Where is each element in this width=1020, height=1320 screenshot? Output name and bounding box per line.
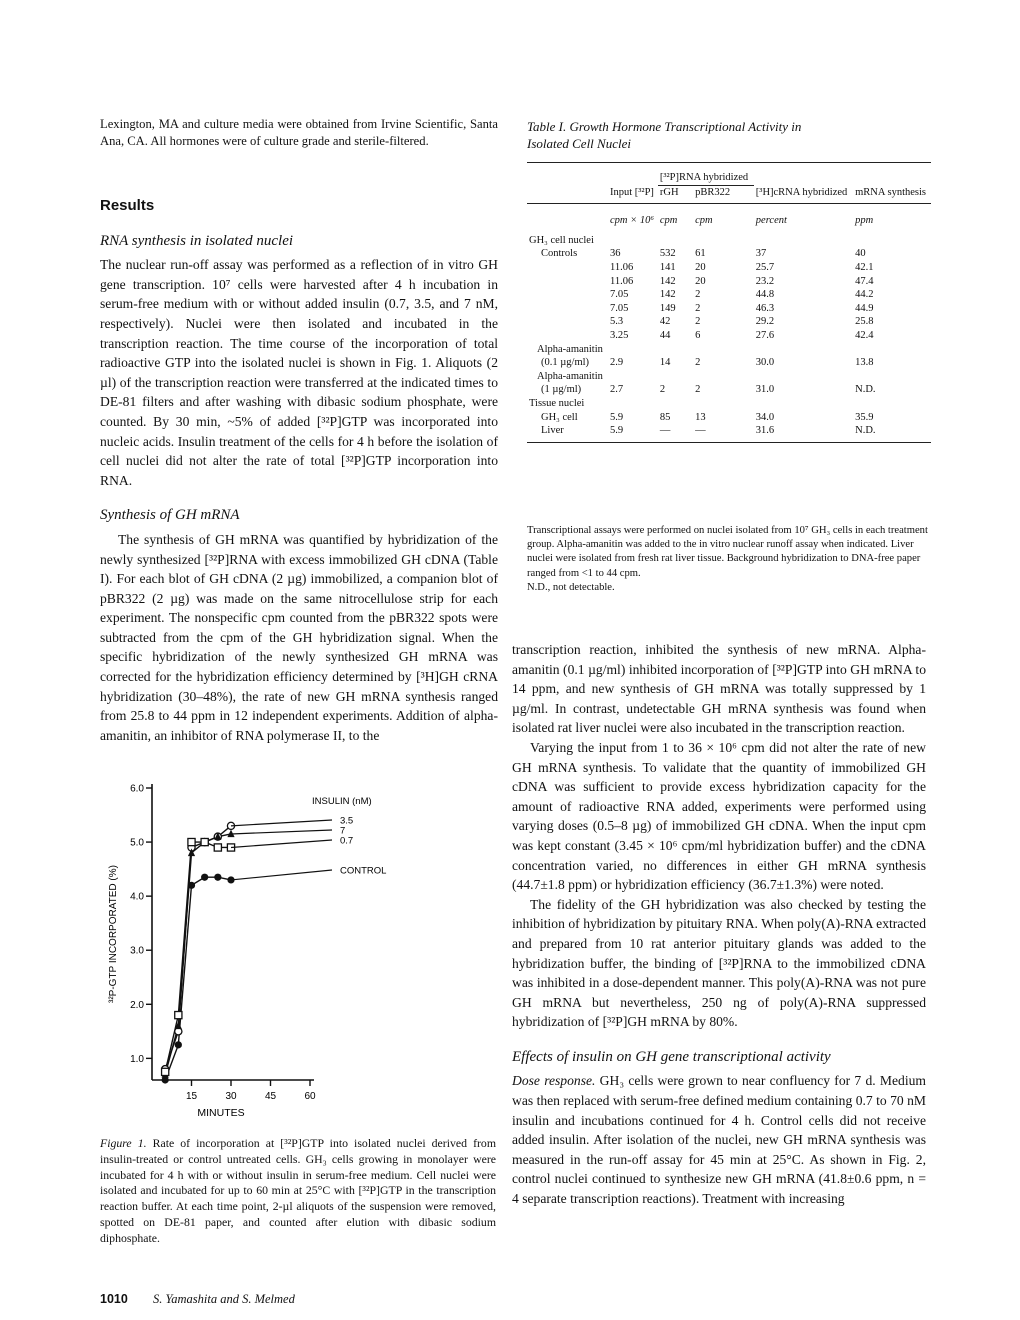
- table-cell: 46.3: [755, 302, 775, 314]
- y-tick-label: 2.0: [130, 999, 144, 1011]
- data-point: [214, 874, 221, 881]
- table-cell: [693, 234, 754, 248]
- figure-1-chart: [100, 760, 400, 1130]
- x-tick-label: 15: [185, 1091, 198, 1102]
- y-tick-label: 4.0: [130, 891, 144, 903]
- table-row: [527, 383, 931, 397]
- table-cell: 44.8: [755, 289, 775, 301]
- table-cell: 2: [659, 384, 666, 396]
- table-cell: [754, 343, 853, 357]
- y-tick-label: 1.0: [130, 1053, 144, 1065]
- table-cell: Controls: [541, 248, 578, 260]
- table-row: [527, 288, 931, 302]
- table-cell: 25.7: [755, 261, 775, 273]
- legend-title: INSULIN (nM): [312, 796, 372, 807]
- column-unit: cpm × 10⁶: [610, 215, 654, 227]
- table-cell: 42: [659, 316, 671, 328]
- table-row: [527, 302, 931, 316]
- table-cell: 20: [695, 275, 706, 287]
- table-cell: 5.3: [610, 316, 624, 328]
- table-row: [527, 397, 931, 411]
- table-row: [527, 247, 931, 261]
- table-cell: [853, 234, 931, 248]
- table-footnote: Transcriptional assays were performed on nuclei isolated from 10⁷ GH₃ cells in each treatment group. Alpha-amanitin was added to the in vitro nuclear runoff assay when indicated. Liver nuclei were isolated from fresh rat liver tissue. Background hybridization to DNA-free paper ranged from <1 to 44 cpm.: [527, 525, 928, 579]
- table-cell: [754, 397, 853, 411]
- table-cell: [527, 302, 608, 316]
- running-authors: S. Yamashita and S. Melmed: [152, 1292, 295, 1306]
- table-cell: [608, 343, 658, 357]
- table-cell: N.D.: [855, 384, 876, 396]
- table-cell: [853, 370, 931, 384]
- paragraph: GH₃ cells were grown to near confluency for 7 d. Medium was then replaced with serum-free defined medium containing 0.7 to 70 nM insulin and incubations continued for 4 h. Control cells did not receive added insulin. After isolation of the nuclei, new GH mRNA synthesis was measured in the run-off assay for 45 min at 25°C. As shown in Fig. 2, control nuclei continued to synthesize new GH mRNA (41.8±0.6 ppm, n = 4 separate transcription reactions). Treatment with increasing: [512, 1073, 926, 1207]
- legend-label: CONTROL: [340, 865, 387, 877]
- table-cell: 44: [659, 329, 671, 341]
- column-unit: ppm: [855, 215, 874, 227]
- data-point: [175, 1012, 182, 1019]
- table-row: [527, 411, 931, 425]
- table-cell: [754, 234, 853, 248]
- table-cell: 532: [659, 248, 676, 260]
- table-row: [527, 275, 931, 289]
- table-row: [527, 315, 931, 329]
- table-cell: 7.05: [610, 289, 629, 301]
- table-cell: [693, 397, 754, 411]
- line-chart: [100, 760, 400, 1130]
- column-header: pBR322: [693, 185, 754, 204]
- table-cell: 149: [659, 302, 676, 314]
- table-cell: 14: [659, 357, 671, 369]
- x-axis-label: MINUTES: [197, 1107, 245, 1119]
- table-cell: 7.05: [610, 302, 629, 314]
- table-cell: 42.4: [855, 329, 874, 341]
- table-cell: 23.2: [755, 275, 775, 287]
- series-line: [165, 877, 231, 1080]
- table-cell: GH₃ cell: [541, 411, 578, 423]
- paragraph: The synthesis of GH mRNA was quantified by hybridization of the newly synthesized [³²P]RNA with excess immobilized GH cDNA (Table I). For each blot of GH cDNA (2 µg) immobilized, a companion blot of pBR322 (2 µg) was made on the same nitrocellulose strip for each experiment. The nonspecific cpm counted from the pBR322 spots were subtracted from the cpm of the GH hybridization signal. When the specific hybridization of the newly synthesized GH mRNA was corrected for the hybridization efficiency determined by [³H]GH cRNA hybridization (30–48%), the rate of new GH mRNA synthesis ranged from 25.8 to 44 ppm in 12 independent experiments. Addition of alpha-amanitin, an inhibitor of RNA polymerase II, to the: [100, 531, 498, 743]
- series-line: [165, 834, 231, 1075]
- column-header: mRNA synthesis: [853, 185, 931, 204]
- table-cell: GH₃ cell nuclei: [529, 234, 594, 246]
- table-cell: [754, 370, 853, 384]
- table-cell: 11.06: [610, 261, 634, 273]
- table-cell: 44.9: [855, 302, 874, 314]
- table-row: [527, 329, 931, 343]
- column-unit: cpm: [659, 215, 678, 227]
- table-cell: [527, 329, 608, 343]
- paragraph: The nuclear run-off assay was performed as a reflection of in vitro GH gene transcription. 10⁷ cells were harvested after 4 h incubation in serum-free medium with or without added insulin (0.7, 3.5, and 7 nM, respectively). Nuclei were then isolated and incubated in the transcription reaction. The time course of the incorporation of total radioactive GTP into the isolated nuclei is shown in Fig. 1. Aliquots (2 µl) of the transcription reaction were transferred at the indicated times to DE-81 filters and after washing with dibasic sodium phosphate, were counted. By 30 min, ~5% of added [³²P]GTP was incorporated into nucleic acids. Insulin treatment of the cells for 4 h before the isolation of cell nuclei did not alter the rate of total [³²P]GTP incorporation into RNA.: [100, 257, 498, 488]
- data-point: [188, 838, 195, 845]
- table-cell: [527, 275, 608, 289]
- legend-label: 3.5: [340, 815, 354, 827]
- legend-leader: [231, 840, 332, 847]
- run-in-heading: Dose response.: [512, 1073, 596, 1089]
- table-cell: [658, 343, 693, 357]
- table-cell: 30.0: [755, 357, 775, 369]
- table-cell: 29.2: [755, 316, 775, 328]
- table-footnote-nd: N.D., not detectable.: [527, 581, 615, 593]
- table-cell: [608, 397, 658, 411]
- table-cell: 6: [695, 329, 701, 341]
- column-header: Input [³²P]: [608, 185, 658, 204]
- data-point: [162, 1068, 169, 1075]
- results-heading: Results: [100, 197, 155, 214]
- table-cell: [853, 397, 931, 411]
- legend-label: 0.7: [340, 835, 354, 847]
- table-footnotes: [527, 524, 931, 595]
- table-cell: 141: [659, 261, 676, 273]
- table-cell: 40: [855, 248, 866, 260]
- table-row: [527, 370, 931, 384]
- table-cell: 142: [659, 289, 676, 301]
- table-cell: 2.9: [610, 357, 624, 369]
- column-unit: cpm: [695, 215, 713, 227]
- table-row: [527, 343, 931, 357]
- table-cell: 2.7: [610, 384, 624, 396]
- table-cell: 31.0: [755, 384, 775, 396]
- page-number: 1010: [100, 1292, 128, 1306]
- table-cell: [658, 370, 693, 384]
- table-cell: 37: [755, 248, 767, 260]
- table-cell: 13: [695, 411, 706, 423]
- data-point: [188, 882, 195, 889]
- table-cell: —: [658, 424, 693, 442]
- paragraph: transcription reaction, inhibited the synthesis of new mRNA. Alpha-amanitin (0.1 µg/ml) inhibited incorporation of [³²P]GTP into GH mRNA to 14 ppm, and new synthesis of GH mRNA was totally suppressed by 1 µg/ml. In contrast, undetectable GH mRNA synthesis was found when isolated rat liver nuclei were also incubated in the transcription reaction.: [512, 642, 926, 736]
- table-cell: 142: [659, 275, 676, 287]
- table-cell: [608, 370, 658, 384]
- table-cell: [608, 234, 658, 248]
- table-cell: 5.9: [610, 411, 624, 423]
- table-row: [527, 261, 931, 275]
- figure-caption-label: Figure 1.: [100, 1136, 147, 1150]
- group-header: [³²P]RNA hybridized: [658, 163, 754, 186]
- paragraph: Varying the input from 1 to 36 × 10⁶ cpm did not alter the rate of new GH mRNA synthesis. To validate that the quantity of immobilized GH cDNA was sufficient to provide excess hybridization capacity for the amount of radioactive RNA added, experiments were performed using varying doses (0.5–8 µg) of immobilized GH cDNA. When the input cpm was kept constant (3.45 × 10⁶ cpm/ml hybridization buffer) and the cDNA concentration varied, no differences in either GH mRNA synthesis (44.7±1.8 ppm) or hybridization efficiency (36.7±1.3%) were noted.: [512, 739, 926, 893]
- intro-text: Lexington, MA and culture media were obtained from Irvine Scientific, Santa Ana, CA. All hormones were of culture grade and sterile-filtered.: [100, 117, 498, 148]
- page-footer: [100, 1292, 295, 1307]
- table-cell: 2: [695, 384, 701, 396]
- table-cell: 44.2: [855, 289, 874, 301]
- table-cell: 47.4: [855, 275, 874, 287]
- table-cell: 35.9: [855, 411, 874, 423]
- table-caption: Table I. Growth Hormone Transcriptional Activity in Isolated Cell Nuclei: [527, 119, 802, 151]
- legend-leader: [231, 820, 332, 826]
- table-1: [527, 162, 931, 443]
- y-tick-label: 3.0: [130, 945, 144, 957]
- table-cell: Alpha-amanitin: [537, 370, 603, 382]
- table-cell: 2: [695, 289, 701, 301]
- table-cell: 31.6: [754, 424, 853, 442]
- y-tick-label: 6.0: [130, 783, 144, 795]
- x-tick-label: 45: [264, 1091, 277, 1102]
- data-point: [201, 838, 208, 845]
- left-column: [100, 116, 498, 745]
- column-header: [³H]cRNA hybridized: [754, 185, 853, 204]
- table-cell: [693, 370, 754, 384]
- figure-caption: [100, 1136, 496, 1247]
- table-cell: 27.6: [755, 329, 775, 341]
- table-cell: 61: [695, 248, 706, 260]
- table-cell: N.D.: [853, 424, 931, 442]
- column-unit: [527, 204, 608, 234]
- legend-label: 7: [340, 825, 346, 837]
- x-tick-label: 60: [304, 1091, 316, 1102]
- table-cell: 85: [659, 411, 671, 423]
- table-cell: 11.06: [610, 275, 634, 287]
- table-cell: Tissue nuclei: [529, 397, 585, 409]
- table-cell: 42.1: [855, 261, 874, 273]
- table-cell: Liver: [527, 424, 608, 442]
- figure-caption-text: Rate of incorporation at [³²P]GTP into isolated nuclei derived from insulin-treated or control untreated cells. GH₃ cells growing in monolayer were incubated for 4 h with or without insulin in serum-free medium. Cell nuclei were isolated and incubated for up to 60 min at 25°C with [³²P]GTP in the transcription reaction buffer. At each time point, 2-µl aliquots of the suspension were removed, spotted on DE-81 paper, and counted after elution with dibasic sodium diphosphate.: [100, 1136, 496, 1245]
- column-header: [527, 185, 608, 204]
- table-row: [527, 356, 931, 370]
- subheading-insulin-effects: Effects of insulin on GH gene transcriptional activity: [512, 1048, 831, 1065]
- table-cell: 25.8: [855, 316, 874, 328]
- data-point: [201, 874, 208, 881]
- table-cell: [853, 343, 931, 357]
- data-point: [214, 844, 221, 851]
- table-cell: [693, 343, 754, 357]
- right-column: [512, 640, 926, 1209]
- table-cell: 36: [610, 248, 621, 260]
- y-axis-label: ³²P-GTP INCORPORATED (%): [108, 865, 119, 1003]
- table-cell: 2: [695, 316, 701, 328]
- table-cell: [527, 288, 608, 302]
- y-tick-label: 5.0: [130, 837, 144, 849]
- table-cell: 34.0: [755, 411, 775, 423]
- legend-leader: [231, 870, 332, 880]
- table-cell: 2: [695, 357, 701, 369]
- table-cell: (1 µg/ml): [541, 384, 582, 396]
- table-cell: 3.25: [610, 329, 629, 341]
- data-point: [175, 1041, 182, 1048]
- table-cell: 13.8: [855, 357, 874, 369]
- table-cell: 2: [695, 302, 701, 314]
- paragraph: The fidelity of the GH hybridization was also checked by testing the inhibition of hybridization by pituitary RNA. When poly(A)-RNA extracted and prepared from 10 rat anterior pituitary glands was added to the hybridization buffer, the binding of [³²P]RNA to the immobilized cDNA was inhibited in a dose-dependent manner. This poly(A)-RNA was not pure GH mRNA but nevertheless, 250 ng of poly(A)-RNA suppressed hybridization of [³²P]GH mRNA by 80%.: [512, 896, 926, 1030]
- subheading-rna-synthesis: RNA synthesis in isolated nuclei: [100, 232, 294, 249]
- column-unit: percent: [755, 215, 787, 227]
- table-cell: (0.1 µg/ml): [541, 357, 590, 369]
- subheading-gh-mrna: Synthesis of GH mRNA: [100, 507, 240, 524]
- table-cell: 5.9: [608, 424, 658, 442]
- table-cell: [658, 397, 693, 411]
- table-row: [527, 234, 931, 248]
- legend-leader: [231, 830, 332, 834]
- column-header: rGH: [658, 185, 693, 204]
- table-cell: [658, 234, 693, 248]
- table-cell: 20: [695, 261, 706, 273]
- table-cell: [527, 315, 608, 329]
- data-point: [162, 1076, 169, 1083]
- table-cell: —: [693, 424, 754, 442]
- x-tick-label: 30: [225, 1091, 237, 1102]
- table-cell: [527, 261, 608, 275]
- table-cell: Alpha-amanitin: [537, 343, 603, 355]
- table-row: [527, 424, 931, 442]
